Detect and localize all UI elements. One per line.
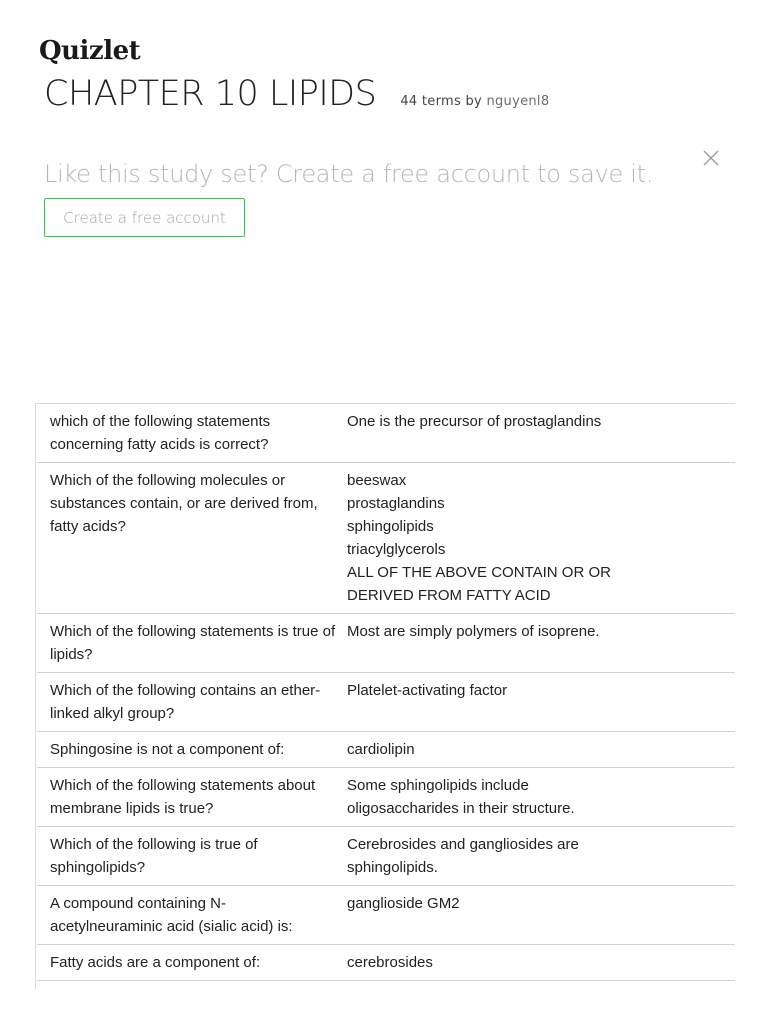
term-row (37, 673, 735, 732)
term-answer (347, 774, 627, 820)
term-answer-line: sphingolipids (347, 518, 434, 535)
term-question: Fatty acids are a component of: (50, 954, 261, 971)
term-answer (347, 469, 627, 607)
term-answer-line: Most are simply polymers of isoprene. (347, 623, 600, 640)
set-header (44, 74, 549, 114)
term-row (37, 945, 735, 981)
term-answer-line: Some sphingolipids include oligosaccharides in their structure. (347, 777, 575, 817)
set-title: CHAPTER 10 LIPIDS (44, 74, 377, 114)
term-answer (347, 833, 627, 879)
term-answer-line: One is the precursor of prostaglandins (347, 413, 602, 430)
term-answer-line: beeswax (347, 472, 407, 489)
term-question: Which of the following is true of sphingolipids? (50, 836, 258, 876)
term-answer-line: cerebrosides (347, 954, 433, 971)
term-question: Which of the following statements about membrane lipids is true? (50, 777, 316, 817)
term-row (37, 404, 735, 463)
term-count: 44 terms by (400, 94, 483, 109)
close-icon[interactable] (701, 148, 721, 168)
quizlet-logo[interactable]: Quizlet (39, 36, 141, 66)
term-row (37, 732, 735, 768)
signup-prompt: Like this study set? Create a free account to save it. (44, 160, 654, 188)
term-answer (347, 620, 627, 666)
term-answer-line: ALL OF THE ABOVE CONTAIN OR OR DERIVED FROM FATTY ACID (347, 564, 611, 604)
set-meta (400, 94, 549, 109)
term-answer (347, 892, 627, 938)
term-question: Which of the following contains an ether-linked alkyl group? (50, 682, 321, 722)
term-row (37, 768, 735, 827)
term-answer-line: Platelet-activating factor (347, 682, 508, 699)
term-question: which of the following statements concerning fatty acids is correct? (50, 413, 271, 453)
create-account-button[interactable]: Create a free account (44, 198, 245, 237)
terms-list (35, 403, 735, 989)
term-answer-line: prostaglandins (347, 495, 445, 512)
term-answer-line: Cerebrosides and gangliosides are sphingolipids. (347, 836, 579, 876)
term-question: Which of the following molecules or substances contain, or are derived from, fatty acids? (50, 472, 318, 535)
term-question: Which of the following statements is true of lipids? (50, 623, 336, 663)
term-question: Sphingosine is not a component of: (50, 741, 285, 758)
term-answer-line: triacylglycerols (347, 541, 446, 558)
term-row (37, 463, 735, 614)
term-row (37, 827, 735, 886)
term-answer (347, 738, 627, 761)
term-answer (347, 951, 627, 974)
term-answer-line: cardiolipin (347, 741, 415, 758)
term-question: A compound containing N-acetylneuraminic acid (sialic acid) is: (50, 895, 293, 935)
author-link[interactable]: nguyenl8 (486, 94, 550, 109)
term-answer (347, 410, 627, 456)
term-row (37, 886, 735, 945)
term-answer (347, 679, 627, 725)
term-answer-line: ganglioside GM2 (347, 895, 460, 912)
term-row (37, 614, 735, 673)
